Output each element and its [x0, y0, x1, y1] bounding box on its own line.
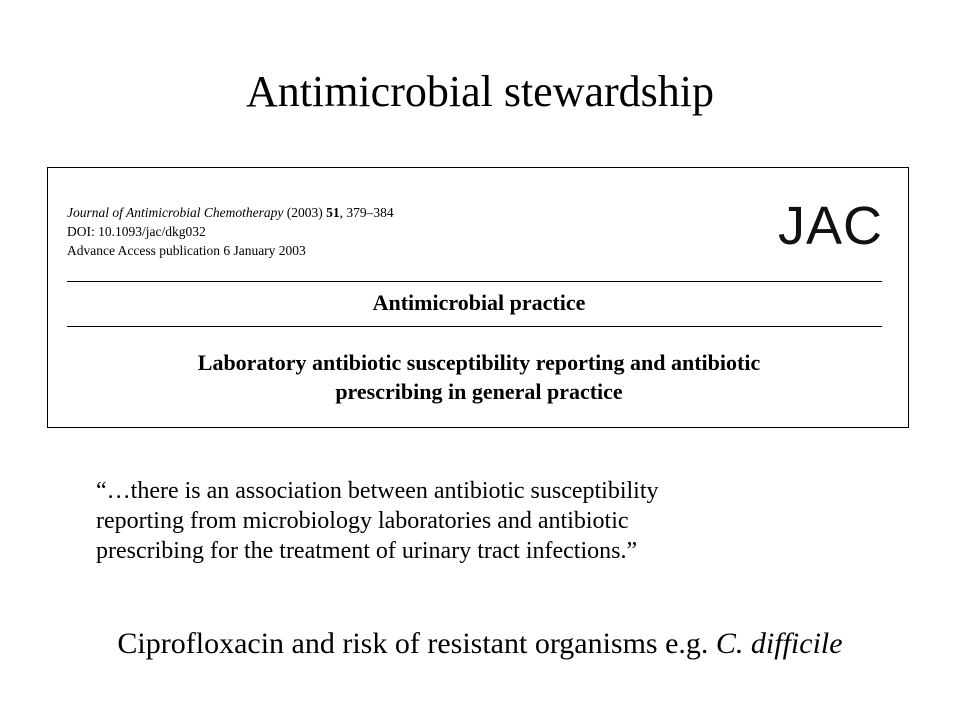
jac-logo: JAC: [777, 196, 883, 256]
top-divider: [67, 281, 882, 282]
citation-block: [67, 203, 394, 260]
bottom-divider: [67, 326, 882, 327]
citation-line: [67, 203, 394, 222]
quote-line-1: “…there is an association between antibiotic susceptibility: [96, 478, 659, 504]
footer-text: Ciprofloxacin and risk of resistant organisms e.g.: [117, 627, 716, 660]
section-heading: Antimicrobial practice: [372, 290, 586, 315]
slide-title: Antimicrobial stewardship: [245, 67, 714, 116]
journal-volume: 51: [326, 205, 340, 220]
quote-block: [96, 476, 659, 566]
quote-line-2: reporting from microbiology laboratories and antibiotic: [96, 508, 629, 534]
footer-statement: [0, 624, 960, 664]
article-title-line-1: Laboratory antibiotic susceptibility reporting and antibiotic: [197, 350, 761, 375]
publication-year: (2003): [286, 205, 323, 220]
organism-name: C. difficile: [715, 627, 843, 660]
article-title: [48, 348, 910, 406]
article-title-line-2: prescribing in general practice: [335, 379, 623, 404]
journal-name: Journal of Antimicrobial Chemotherapy: [67, 205, 284, 220]
quote-line-3: prescribing for the treatment of urinary tract infections.”: [96, 538, 638, 564]
journal-article-header: [47, 167, 909, 428]
doi-line: DOI: 10.1093/jac/dkg032: [67, 224, 206, 239]
page-range: , 379–384: [339, 205, 394, 220]
publication-line: Advance Access publication 6 January 2003: [67, 243, 306, 258]
